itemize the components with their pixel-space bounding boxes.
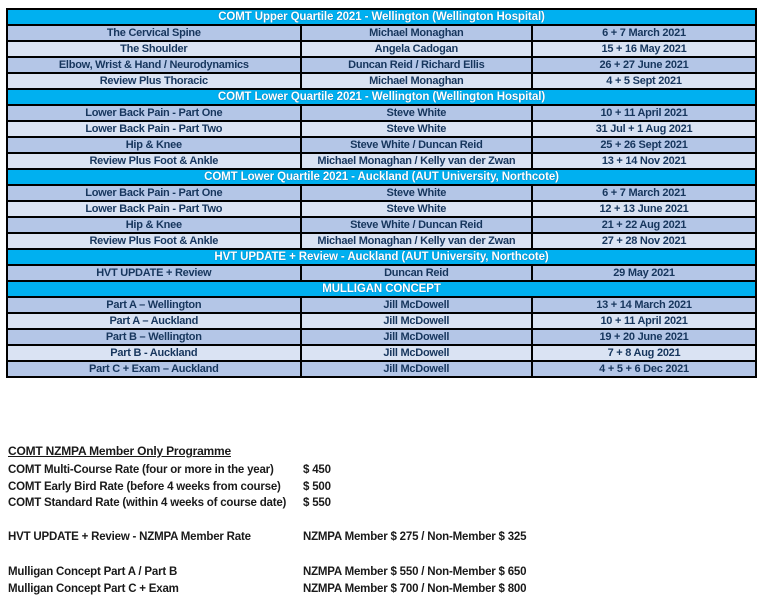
- course-name-cell: Elbow, Wrist & Hand / Neurodynamics: [7, 57, 301, 73]
- comt-rate-label: COMT Early Bird Rate (before 4 weeks from course): [8, 480, 281, 493]
- section-header-row: [7, 9, 756, 25]
- course-name-cell: Review Plus Foot & Ankle: [7, 153, 301, 169]
- hvt-rate-row: [8, 529, 753, 546]
- course-name-cell: Part A – Auckland: [7, 313, 301, 329]
- dates-cell: 13 + 14 March 2021: [532, 297, 756, 313]
- presenter-cell: Steve White: [301, 185, 532, 201]
- dates-cell: 6 + 7 March 2021: [532, 25, 756, 41]
- comt-rate-row: [8, 479, 753, 496]
- course-name-cell: Part B – Wellington: [7, 329, 301, 345]
- course-row: [7, 345, 756, 361]
- dates-cell: 21 + 22 Aug 2021: [532, 217, 756, 233]
- course-name-cell: Lower Back Pain - Part One: [7, 105, 301, 121]
- course-name-cell: The Cervical Spine: [7, 25, 301, 41]
- section-header-row: [7, 281, 756, 297]
- presenter-cell: Michael Monaghan / Kelly van der Zwan: [301, 153, 532, 169]
- presenter-cell: Angela Cadogan: [301, 41, 532, 57]
- course-name-cell: Hip & Knee: [7, 217, 301, 233]
- mulligan-rate-row: [8, 581, 753, 598]
- course-name-cell: Review Plus Thoracic: [7, 73, 301, 89]
- course-name-cell: Lower Back Pain - Part Two: [7, 121, 301, 137]
- comt-rate-list: [8, 462, 753, 512]
- presenter-cell: Jill McDowell: [301, 345, 532, 361]
- course-row: [7, 265, 756, 281]
- dates-cell: 4 + 5 Sept 2021: [532, 73, 756, 89]
- presenter-cell: Michael Monaghan / Kelly van der Zwan: [301, 233, 532, 249]
- section-header: MULLIGAN CONCEPT: [7, 281, 756, 297]
- course-name-cell: Part A – Wellington: [7, 297, 301, 313]
- dates-cell: 26 + 27 June 2021: [532, 57, 756, 73]
- comt-rate-price: $ 450: [303, 464, 331, 476]
- course-name-cell: Part C + Exam – Auckland: [7, 361, 301, 377]
- presenter-cell: Steve White / Duncan Reid: [301, 137, 532, 153]
- pricing-section: [8, 443, 753, 597]
- mulligan-rate-price: NZMPA Member $ 700 / Non-Member $ 800: [303, 582, 527, 595]
- course-row: [7, 329, 756, 345]
- comt-rate-price: $ 500: [303, 480, 331, 493]
- dates-cell: 4 + 5 + 6 Dec 2021: [532, 361, 756, 377]
- dates-cell: 13 + 14 Nov 2021: [532, 153, 756, 169]
- presenter-cell: Steve White: [301, 105, 532, 121]
- presenter-cell: Steve White / Duncan Reid: [301, 217, 532, 233]
- comt-rate-label: COMT Standard Rate (within 4 weeks of course date): [8, 497, 287, 509]
- course-row: [7, 121, 756, 137]
- course-name-cell: The Shoulder: [7, 41, 301, 57]
- course-row: [7, 25, 756, 41]
- course-row: [7, 297, 756, 313]
- course-row: [7, 217, 756, 233]
- hvt-rate-price: NZMPA Member $ 275 / Non-Member $ 325: [303, 530, 527, 543]
- hvt-rate-label: HVT UPDATE + Review - NZMPA Member Rate: [8, 530, 251, 543]
- presenter-cell: Steve White: [301, 201, 532, 217]
- dates-cell: 31 Jul + 1 Aug 2021: [532, 121, 756, 137]
- dates-cell: 15 + 16 May 2021: [532, 41, 756, 57]
- section-header: COMT Upper Quartile 2021 - Wellington (Wellington Hospital): [7, 9, 756, 25]
- course-name-cell: HVT UPDATE + Review: [7, 265, 301, 281]
- dates-cell: 12 + 13 June 2021: [532, 201, 756, 217]
- dates-cell: 27 + 28 Nov 2021: [532, 233, 756, 249]
- presenter-cell: Duncan Reid / Richard Ellis: [301, 57, 532, 73]
- course-row: [7, 201, 756, 217]
- course-name-cell: Part B - Auckland: [7, 345, 301, 361]
- section-header-row: [7, 249, 756, 265]
- mulligan-rate-row: [8, 564, 753, 581]
- comt-rate-row: [8, 462, 753, 479]
- course-name-cell: Lower Back Pain - Part Two: [7, 201, 301, 217]
- dates-cell: 10 + 11 April 2021: [532, 313, 756, 329]
- course-schedule-table: [6, 8, 757, 378]
- course-name-cell: Lower Back Pain - Part One: [7, 185, 301, 201]
- course-row: [7, 73, 756, 89]
- dates-cell: 29 May 2021: [532, 265, 756, 281]
- section-header: COMT Lower Quartile 2021 - Wellington (Wellington Hospital): [7, 89, 756, 105]
- presenter-cell: Jill McDowell: [301, 297, 532, 313]
- spacer: [8, 545, 753, 564]
- presenter-cell: Jill McDowell: [301, 329, 532, 345]
- pricing-title: COMT NZMPA Member Only Programme: [8, 444, 231, 458]
- mulligan-rate-label: Mulligan Concept Part C + Exam: [8, 582, 179, 595]
- presenter-cell: Jill McDowell: [301, 361, 532, 377]
- course-name-cell: Hip & Knee: [7, 137, 301, 153]
- comt-rate-label: COMT Multi-Course Rate (four or more in the year): [8, 464, 274, 476]
- presenter-cell: Michael Monaghan: [301, 25, 532, 41]
- dates-cell: 25 + 26 Sept 2021: [532, 137, 756, 153]
- mulligan-rate-price: NZMPA Member $ 550 / Non-Member $ 650: [303, 566, 527, 578]
- comt-rate-row: [8, 495, 753, 512]
- course-row: [7, 313, 756, 329]
- spacer: [8, 512, 753, 529]
- mulligan-rate-list: [8, 564, 753, 597]
- presenter-cell: Jill McDowell: [301, 313, 532, 329]
- section-header-row: [7, 169, 756, 185]
- course-row: [7, 137, 756, 153]
- presenter-cell: Duncan Reid: [301, 265, 532, 281]
- section-header: COMT Lower Quartile 2021 - Auckland (AUT University, Northcote): [7, 169, 756, 185]
- course-row: [7, 233, 756, 249]
- section-header: HVT UPDATE + Review - Auckland (AUT University, Northcote): [7, 249, 756, 265]
- course-row: [7, 153, 756, 169]
- course-row: [7, 361, 756, 377]
- mulligan-rate-label: Mulligan Concept Part A / Part B: [8, 566, 178, 578]
- section-header-row: [7, 89, 756, 105]
- course-row: [7, 185, 756, 201]
- comt-rate-price: $ 550: [303, 497, 331, 509]
- course-row: [7, 57, 756, 73]
- dates-cell: 10 + 11 April 2021: [532, 105, 756, 121]
- course-name-cell: Review Plus Foot & Ankle: [7, 233, 301, 249]
- dates-cell: 6 + 7 March 2021: [532, 185, 756, 201]
- dates-cell: 19 + 20 June 2021: [532, 329, 756, 345]
- presenter-cell: Steve White: [301, 121, 532, 137]
- course-row: [7, 105, 756, 121]
- course-row: [7, 41, 756, 57]
- dates-cell: 7 + 8 Aug 2021: [532, 345, 756, 361]
- presenter-cell: Michael Monaghan: [301, 73, 532, 89]
